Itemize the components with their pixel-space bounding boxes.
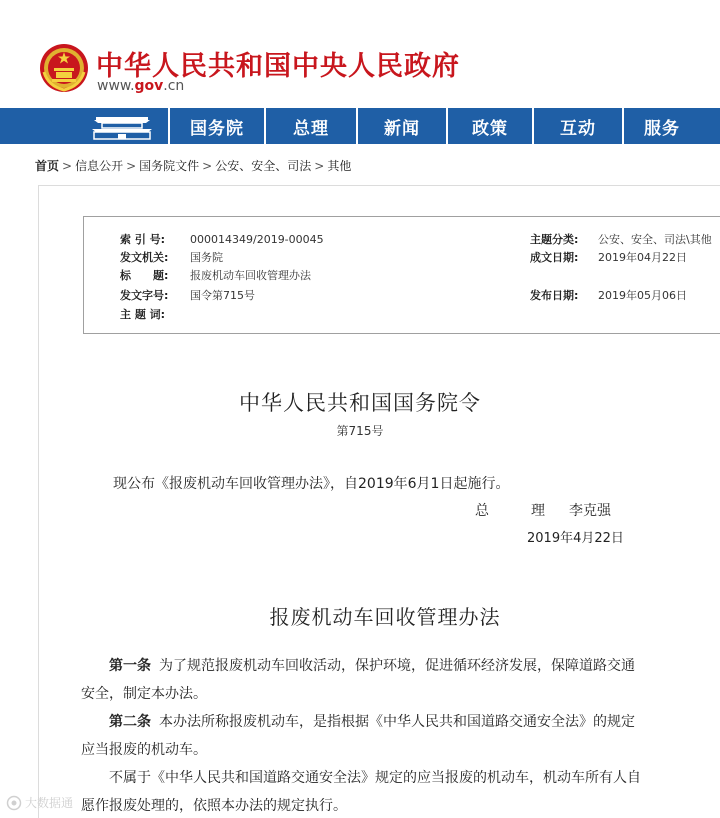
meta-published-row (530, 286, 687, 304)
national-emblem-icon[interactable] (38, 42, 90, 94)
nav-item-services[interactable]: 服务 (644, 118, 680, 139)
breadcrumb-item-info-disclosure[interactable]: 信息公开 (75, 159, 124, 173)
meta-issuer-label: 发文机关: (120, 251, 169, 264)
order-title: 中华人民共和国国务院令 (239, 391, 481, 415)
site-header (0, 0, 720, 108)
meta-keywords-label: 主 题 词: (120, 308, 166, 321)
breadcrumb-item-other[interactable]: 其他 (327, 159, 352, 173)
meta-created-label: 成文日期: (530, 251, 579, 264)
meta-docno-row (120, 286, 255, 304)
breadcrumb (35, 157, 351, 174)
watermark-text: 大数据通 (25, 796, 74, 810)
article-paragraph (81, 652, 703, 708)
breadcrumb-separator: > (314, 159, 325, 173)
document-meta-box (83, 216, 720, 334)
meta-index-value: 000014349/2019-00045 (190, 232, 324, 246)
meta-topic-label: 主题分类: (530, 233, 579, 246)
paragraph-text: 本办法所称报废机动车，是指根据《中华人民共和国道路交通安全法》的规定 (159, 714, 635, 730)
promulgation-text: 现公布《报废机动车回收管理办法》，自2019年6月1日起施行。 (113, 476, 510, 492)
site-url-prefix: www. (97, 78, 135, 94)
tiananmen-icon (92, 113, 152, 141)
meta-index-row (120, 230, 324, 248)
nav-item-policy[interactable]: 政策 (448, 108, 534, 144)
paragraph-line (81, 708, 703, 736)
meta-title-label: 标 题: (120, 269, 169, 282)
meta-topic-row (530, 230, 712, 248)
meta-published-value: 2019年05月06日 (598, 289, 687, 302)
sign-date: 2019年4月22日 (527, 531, 624, 546)
meta-title-value: 报废机动车回收管理办法 (190, 269, 311, 282)
breadcrumb-separator: > (202, 159, 213, 173)
meta-published-label: 发布日期: (530, 289, 579, 302)
paragraph-line (81, 652, 703, 680)
meta-created-value: 2019年04月22日 (598, 251, 687, 264)
paragraph-line: 应当报废的机动车。 (81, 742, 207, 758)
breadcrumb-item-public-security[interactable]: 公安、安全、司法 (215, 159, 312, 173)
signer-role: 总 理 (475, 503, 559, 519)
paragraph-line: 安全，制定本办法。 (81, 686, 207, 702)
nav-item-state-council[interactable]: 国务院 (170, 108, 266, 144)
meta-docno-value: 国令第715号 (190, 289, 255, 302)
article-paragraph (81, 708, 703, 764)
article-number: 第一条 (109, 658, 151, 674)
breadcrumb-home[interactable]: 首页 (35, 159, 60, 173)
site-url[interactable] (97, 78, 184, 94)
paragraph-text: 为了规范报废机动车回收活动，保护环境，促进循环经济发展，保障道路交通 (159, 658, 635, 674)
meta-index-label: 索 引 号: (120, 233, 166, 246)
meta-topic-value: 公安、安全、司法\其他 (598, 233, 712, 246)
nav-item-news[interactable]: 新闻 (358, 108, 448, 144)
signer (475, 500, 611, 520)
order-number: 第715号 (336, 424, 384, 438)
watermark (6, 794, 73, 811)
meta-docno-label: 发文字号: (120, 289, 169, 302)
article-number: 第二条 (109, 714, 151, 730)
paragraph-line (81, 764, 703, 792)
main-nav (0, 108, 720, 144)
breadcrumb-separator: > (62, 159, 73, 173)
signer-name: 李克强 (569, 503, 611, 519)
paragraph-line: 愿作报废处理的，依照本办法的规定执行。 (81, 798, 347, 814)
article-paragraph (81, 764, 703, 818)
meta-created-row (530, 248, 687, 266)
law-title: 报废机动车回收管理办法 (269, 605, 501, 629)
nav-item-premier[interactable]: 总理 (266, 108, 358, 144)
breadcrumb-separator: > (126, 159, 137, 173)
meta-issuer-row (120, 248, 223, 266)
site-title[interactable]: 中华人民共和国中央人民政府 (96, 51, 460, 82)
site-url-gov: gov (134, 78, 164, 94)
meta-issuer-value: 国务院 (190, 251, 223, 264)
meta-keywords-row (120, 305, 190, 323)
nav-home[interactable] (0, 108, 170, 144)
meta-title-row (120, 266, 311, 284)
breadcrumb-item-state-council-docs[interactable]: 国务院文件 (139, 159, 200, 173)
watermark-logo-icon (6, 795, 22, 811)
nav-item-interaction[interactable]: 互动 (534, 108, 624, 144)
site-url-suffix: .cn (163, 78, 185, 94)
paragraph-text: 不属于《中华人民共和国道路交通安全法》规定的应当报废的机动车，机动车所有人自 (109, 770, 641, 786)
